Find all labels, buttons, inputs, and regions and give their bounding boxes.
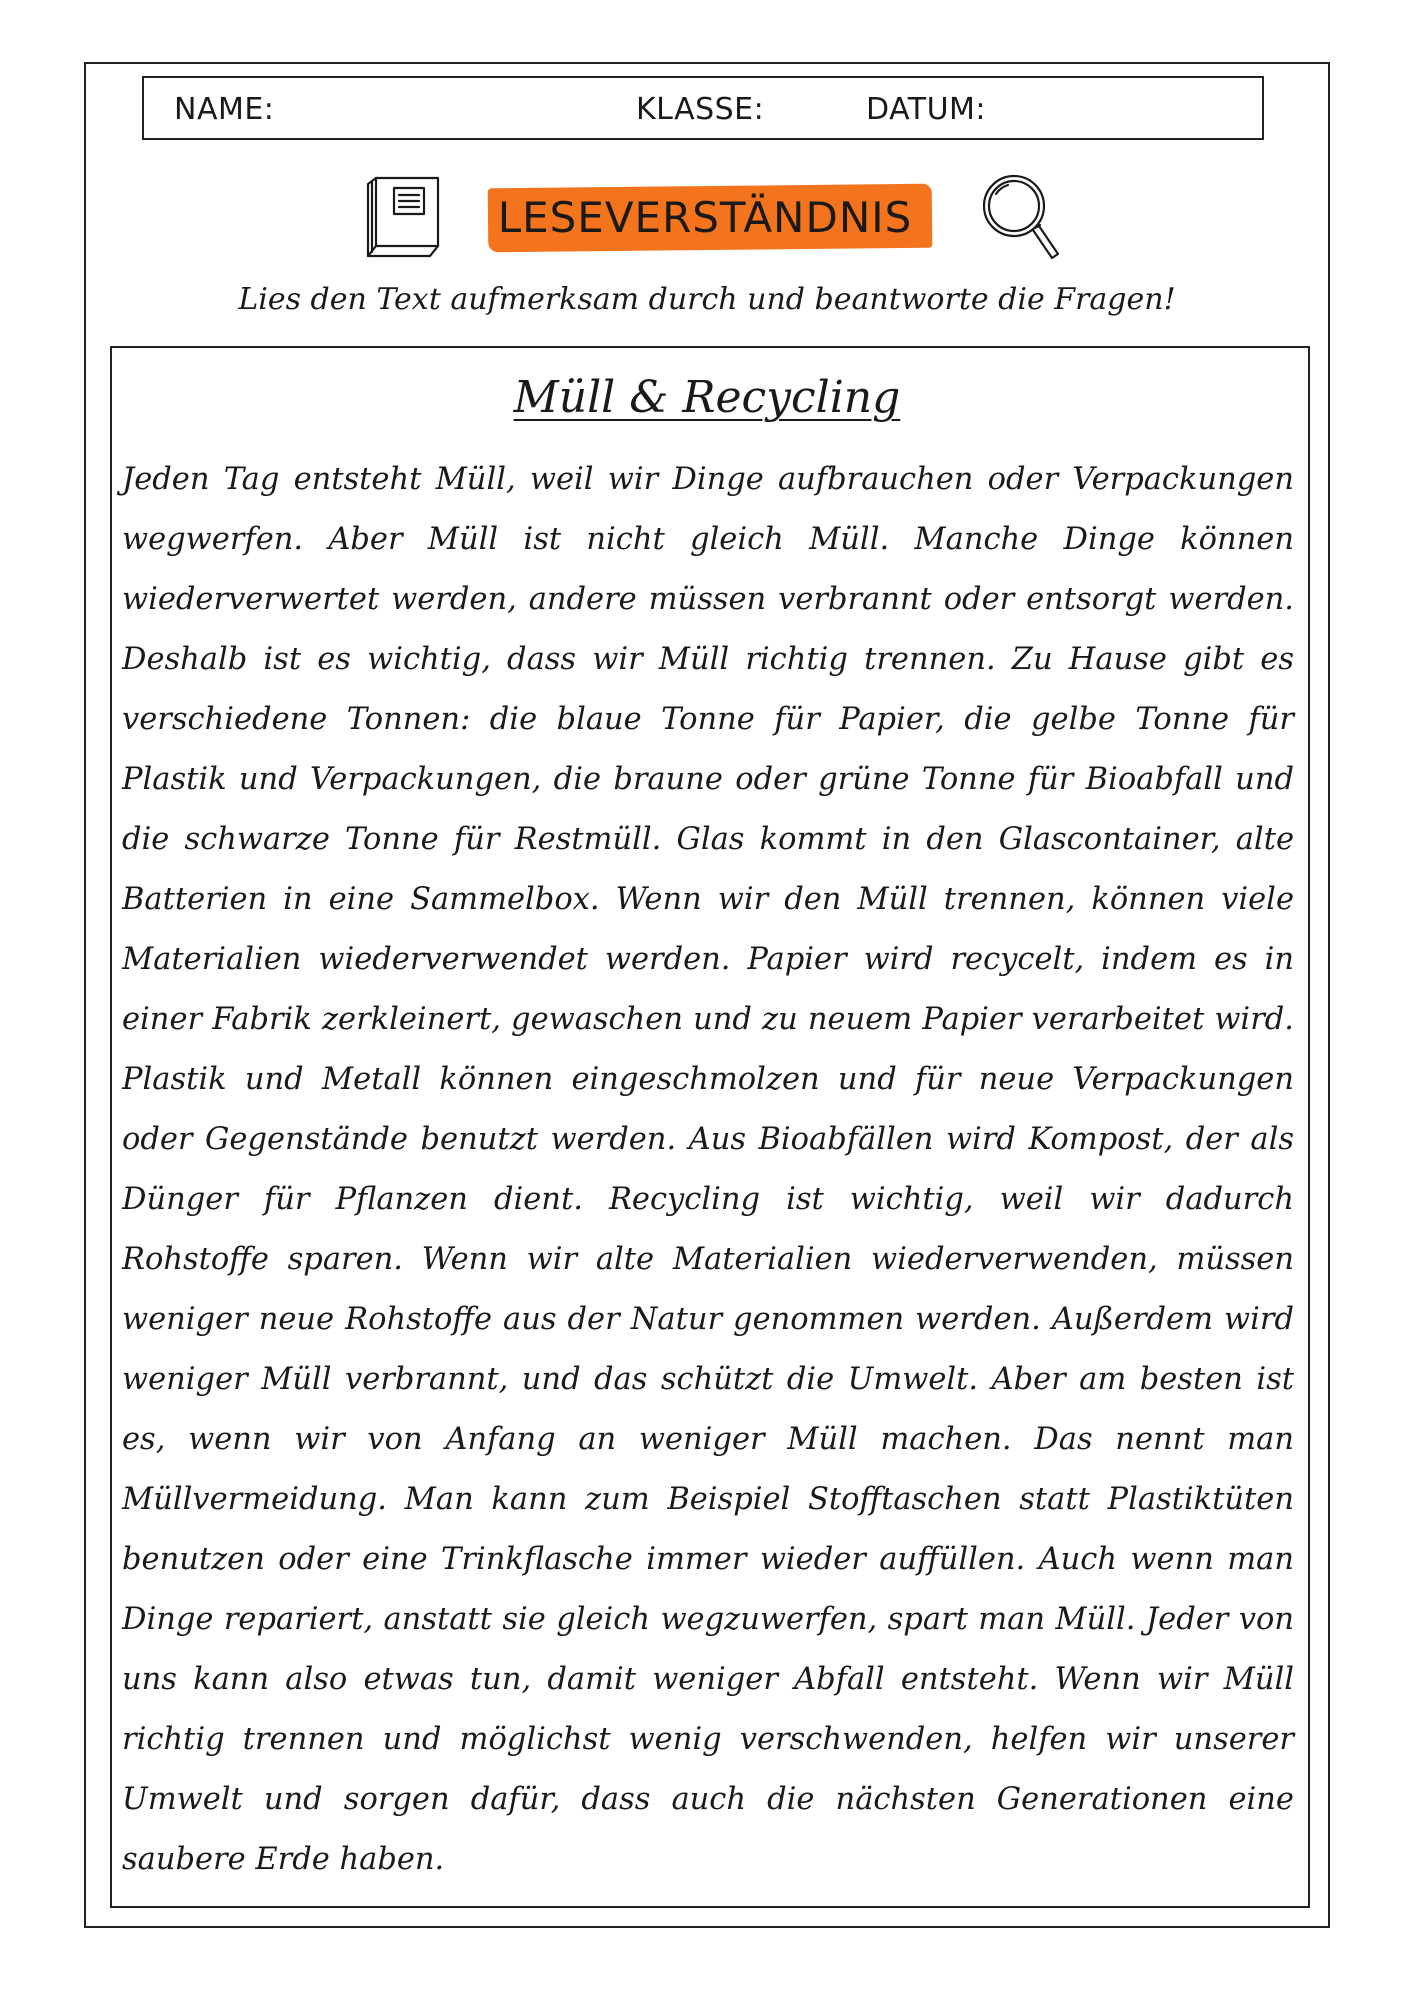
- student-info-box: [142, 76, 1264, 140]
- banner-title-row: [0, 190, 1414, 246]
- article-title-row: [0, 372, 1414, 423]
- date-label: DATUM:: [866, 92, 987, 127]
- class-label: KLASSE:: [636, 92, 765, 127]
- magnifier-icon: [978, 170, 1060, 266]
- instruction-text: Lies den Text aufmerksam durch und beantworte die Fragen!: [238, 282, 1176, 317]
- article-title: Müll & Recycling: [513, 372, 901, 423]
- name-label: NAME:: [174, 92, 275, 127]
- banner-title: LESEVERSTÄNDNIS: [497, 193, 913, 242]
- article-body: Jeden Tag entsteht Müll, weil wir Dinge aufbrauchen oder Verpackungen wegwerfen. Aber Müll ist nicht gleich Müll. Manche Dinge können wiederverwertet werden, andere müssen verbrannt oder entsorgt werden. Deshalb ist es wichtig, dass wir Müll richtig trennen. Zu Hause gibt es verschiedene Tonnen: die blaue Tonne für Papier, die gelbe Tonne für Plastik und Verpackungen, die braune oder grüne Tonne für Bioabfall und die schwarze Tonne für Restmüll. Glas kommt in den Glascontainer, alte Batterien in eine Sammelbox. Wenn wir den Müll trennen, können viele Materialien wiederverwendet werden. Papier wird recycelt, indem es in einer Fabrik zerkleinert, gewaschen und zu neuem Papier verarbeitet wird. Plastik und Metall können eingeschmolzen und für neue Verpackungen oder Gegenstände benutzt werden. Aus Bioabfällen wird Kompost, der als Dünger für Pflanzen dient. Recycling ist wichtig, weil wir dadurch Rohstoffe sparen. Wenn wir alte Materialien wiederverwenden, müssen weniger neue Rohstoffe aus der Natur genommen werden. Außerdem wird weniger Müll verbrannt, und das schützt die Umwelt. Aber am besten ist es, wenn wir von Anfang an weniger Müll machen. Das nennt man Müllvermeidung. Man kann zum Beispiel Stofftaschen statt Plastiktüten benutzen oder eine Trinkflasche immer wieder auffüllen. Auch wenn man Dinge repariert, anstatt sie gleich wegzuwerfen, spart man Müll. Jeder von uns kann also etwas tun, damit weniger Abfall entsteht. Wenn wir Müll richtig trennen und möglichst wenig verschwenden, helfen wir unserer Umwelt und sorgen dafür, dass auch die nächsten Generationen eine saubere Erde haben.: [122, 462, 1294, 1877]
